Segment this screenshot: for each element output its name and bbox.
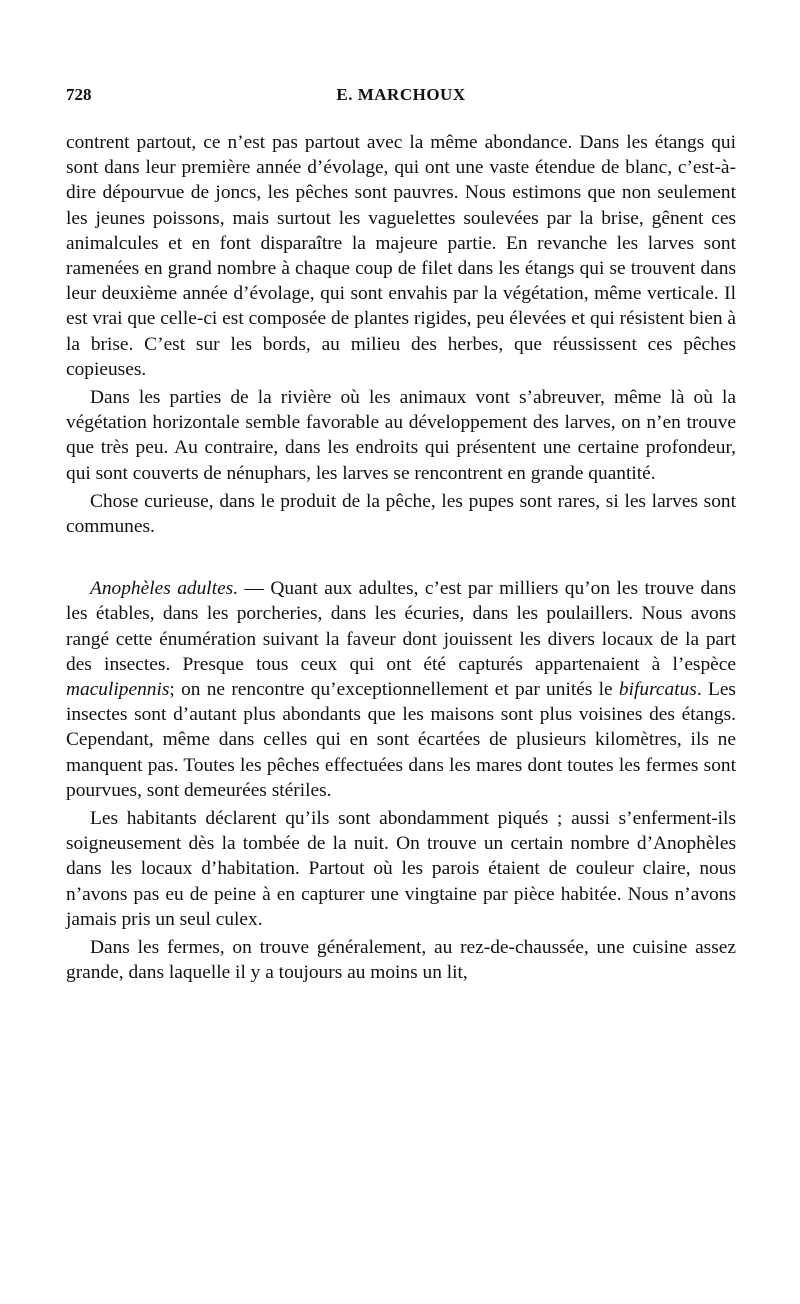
paragraph-river-larvae: Dans les parties de la rivière où les animaux vont s’abreuver, même là où la végétation horizontale semble favorable au développement des larves, on n’en trouve que très peu. Au contraire, dans les endroits qui présentent une certaine profondeur, qui sont couverts de nénuphars, les larves se rencontrent en grande quantité. — [66, 387, 736, 484]
species-name: bifurcatus — [618, 679, 697, 701]
book-page — [66, 80, 736, 986]
paragraph-text: — Quant aux adultes, c’est par milliers qu’on les trouve dans les étables, dans les porcheries, dans les écuries, dans les poulaillers. Nous avons rangé cette énumération suivant la faveur dont jouissent les divers locaux de la part des insectes. Presque tous ceux qui ont été capturés appartenaient à l’espèce — [66, 578, 737, 675]
paragraph-text: ; on ne rencontre qu’exceptionnellement et par unités le — [169, 679, 619, 701]
paragraph-adult-anopheles — [66, 576, 736, 803]
page-number: 728 — [66, 85, 92, 104]
paragraph-larvae-ponds: contrent partout, ce n’est pas partout avec la même abondance. Dans les étangs qui sont dans leur première année d’évolage, qui ont une vaste étendue de blanc, c’est-à-dire dépourvue de joncs, les pêches sont pauvres. Nous estimons que non seulement les jeunes poissons, mais surtout les vaguelettes soulevées par la brise, gênent ces animalcules et en font disparaître la majeure partie. En revanche les larves sont ramenées en grand nombre à chaque coup de filet dans les étangs qui se trouvent dans leur deuxième année d’évolage, qui sont envahis par la végétation, même verticale. Il est vrai que celle-ci est composée de plantes rigides, peu élevées et qui résistent bien à la brise. C’est sur les bords, au milieu des herbes, que réussissent ces pêches copieuses. — [66, 132, 736, 380]
body-text — [66, 130, 736, 986]
section-heading: Anophèles adultes. — [90, 578, 239, 600]
paragraph-inhabitants: Les habitants déclarent qu’ils sont abondamment piqués ; aussi s’enferment-ils soigneusement dès la tombée de la nuit. On trouve un certain nombre d’Anophèles dans les locaux d’habitation. Partout où les parois étaient de couleur claire, nous n’avons pas eu de peine à en capturer une vingtaine par pièce habitée. Nous n’avons jamais pris un seul culex. — [66, 808, 736, 930]
species-name: maculipennis — [66, 679, 170, 701]
running-title: E. MARCHOUX — [336, 85, 466, 104]
running-head — [66, 80, 736, 110]
paragraph-farms: Dans les fermes, on trouve généralement, au rez-de-chaussée, une cuisine assez grande, dans laquelle il y a toujours au moins un lit, — [66, 937, 736, 984]
paragraph-pupes: Chose curieuse, dans le produit de la pêche, les pupes sont rares, si les larves sont communes. — [66, 490, 736, 538]
paragraph-text: . Les insectes sont d’autant plus abondants que les maisons sont plus voisines des étangs. Cependant, même dans celles qui en sont écartées de plusieurs kilomètres, ils ne manquent pas. Toutes les pêches effectuées dans les mares dont toutes les fermes sont pourvues, sont demeurées stériles. — [66, 679, 736, 801]
